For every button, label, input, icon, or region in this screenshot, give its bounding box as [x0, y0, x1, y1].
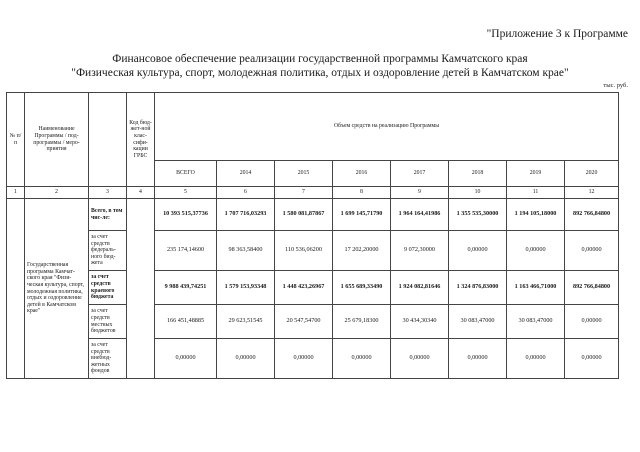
- value-cell: 0,00000: [565, 305, 619, 339]
- col-header-name: Наименование Программы / под-программы / меро-приятия: [25, 93, 89, 187]
- value-cell: 9 988 439,74251: [155, 271, 217, 305]
- col-number: 1: [7, 187, 25, 199]
- value-cell: 29 623,51545: [217, 305, 275, 339]
- col-number: 8: [333, 187, 391, 199]
- year-header-2020: 2020: [565, 161, 619, 187]
- value-cell: 0,00000: [507, 339, 565, 379]
- col-number: 3: [89, 187, 127, 199]
- funding-source-federal: за счет средств федераль-ного бюд-жета: [89, 231, 127, 271]
- value-cell: 20 547,54700: [275, 305, 333, 339]
- value-cell: 166 451,48885: [155, 305, 217, 339]
- year-header-total: ВСЕГО: [155, 161, 217, 187]
- value-cell: 0,00000: [449, 231, 507, 271]
- value-cell: 892 766,84800: [565, 271, 619, 305]
- value-cell: 1 448 423,26967: [275, 271, 333, 305]
- year-header-2016: 2016: [333, 161, 391, 187]
- value-cell: 1 580 081,87867: [275, 199, 333, 231]
- value-cell: 0,00000: [155, 339, 217, 379]
- annex-label: "Приложение 3 к Программе: [486, 28, 628, 40]
- value-cell: 1 707 716,03293: [217, 199, 275, 231]
- value-cell: 1 655 689,33490: [333, 271, 391, 305]
- year-header-2017: 2017: [391, 161, 449, 187]
- col-number: 5: [155, 187, 217, 199]
- col-number: 11: [507, 187, 565, 199]
- value-cell: 0,00000: [391, 339, 449, 379]
- col-number: 2: [25, 187, 89, 199]
- funding-source-extrabudgetary: за счет средств внебюд-жетных фондов: [89, 339, 127, 379]
- row-number-cell: [7, 199, 25, 379]
- col-header-grbs: Код бюд-жет-ной клас-сифи-кации ГРБС: [127, 93, 155, 187]
- value-cell: 0,00000: [275, 339, 333, 379]
- value-cell: 110 536,06200: [275, 231, 333, 271]
- value-cell: 30 083,47000: [449, 305, 507, 339]
- col-number: 12: [565, 187, 619, 199]
- col-number: 6: [217, 187, 275, 199]
- document-title-line-2: "Физическая культура, спорт, молодежная политика, отдых и оздоровление детей в Камчатском крае": [71, 67, 569, 79]
- value-cell: 1 355 535,30000: [449, 199, 507, 231]
- value-cell: 0,00000: [565, 339, 619, 379]
- value-cell: 1 924 082,81646: [391, 271, 449, 305]
- col-number: 10: [449, 187, 507, 199]
- value-cell: 1 194 105,18000: [507, 199, 565, 231]
- funding-source-total: Всего, в том чис-ле:: [89, 199, 127, 231]
- document-title-line-1: Финансовое обеспечение реализации государственной программы Камчатского края: [112, 53, 528, 65]
- col-header-no: № п/п: [7, 93, 25, 187]
- value-cell: 9 072,30000: [391, 231, 449, 271]
- value-cell: 1 579 153,93348: [217, 271, 275, 305]
- value-cell: 25 679,18300: [333, 305, 391, 339]
- value-cell: 0,00000: [565, 231, 619, 271]
- year-header-2015: 2015: [275, 161, 333, 187]
- col-header-volume: Объем средств на реализацию Программы: [155, 93, 619, 161]
- funding-source-local: за счет средств местных бюджетов: [89, 305, 127, 339]
- value-cell: 10 393 515,37736: [155, 199, 217, 231]
- col-number: 7: [275, 187, 333, 199]
- program-name: Государственная программа Камчат-ского края "Физи-ческая культура, спорт, молодежная политика, отдых и оздоровление детей в Камчатском крае": [25, 199, 89, 379]
- year-header-2019: 2019: [507, 161, 565, 187]
- value-cell: 0,00000: [333, 339, 391, 379]
- value-cell: 98 363,58400: [217, 231, 275, 271]
- col-number: 4: [127, 187, 155, 199]
- value-cell: 0,00000: [217, 339, 275, 379]
- value-cell: 0,00000: [507, 231, 565, 271]
- value-cell: 30 434,30340: [391, 305, 449, 339]
- value-cell: 1 964 164,41986: [391, 199, 449, 231]
- value-cell: 1 699 145,71790: [333, 199, 391, 231]
- col-number: 9: [391, 187, 449, 199]
- col-header-source: [89, 93, 127, 187]
- value-cell: 1 324 876,83000: [449, 271, 507, 305]
- value-cell: 30 083,47000: [507, 305, 565, 339]
- value-cell: 892 766,84800: [565, 199, 619, 231]
- value-cell: 0,00000: [449, 339, 507, 379]
- funding-source-regional: за счет средств краевого бюджета: [89, 271, 127, 305]
- year-header-2014: 2014: [217, 161, 275, 187]
- year-header-2018: 2018: [449, 161, 507, 187]
- value-cell: 17 202,20000: [333, 231, 391, 271]
- financing-table: [6, 92, 619, 379]
- value-cell: 1 163 466,71000: [507, 271, 565, 305]
- grbs-code-cell: [127, 199, 155, 379]
- value-cell: 235 174,14600: [155, 231, 217, 271]
- units-label: тыс. руб.: [603, 82, 628, 89]
